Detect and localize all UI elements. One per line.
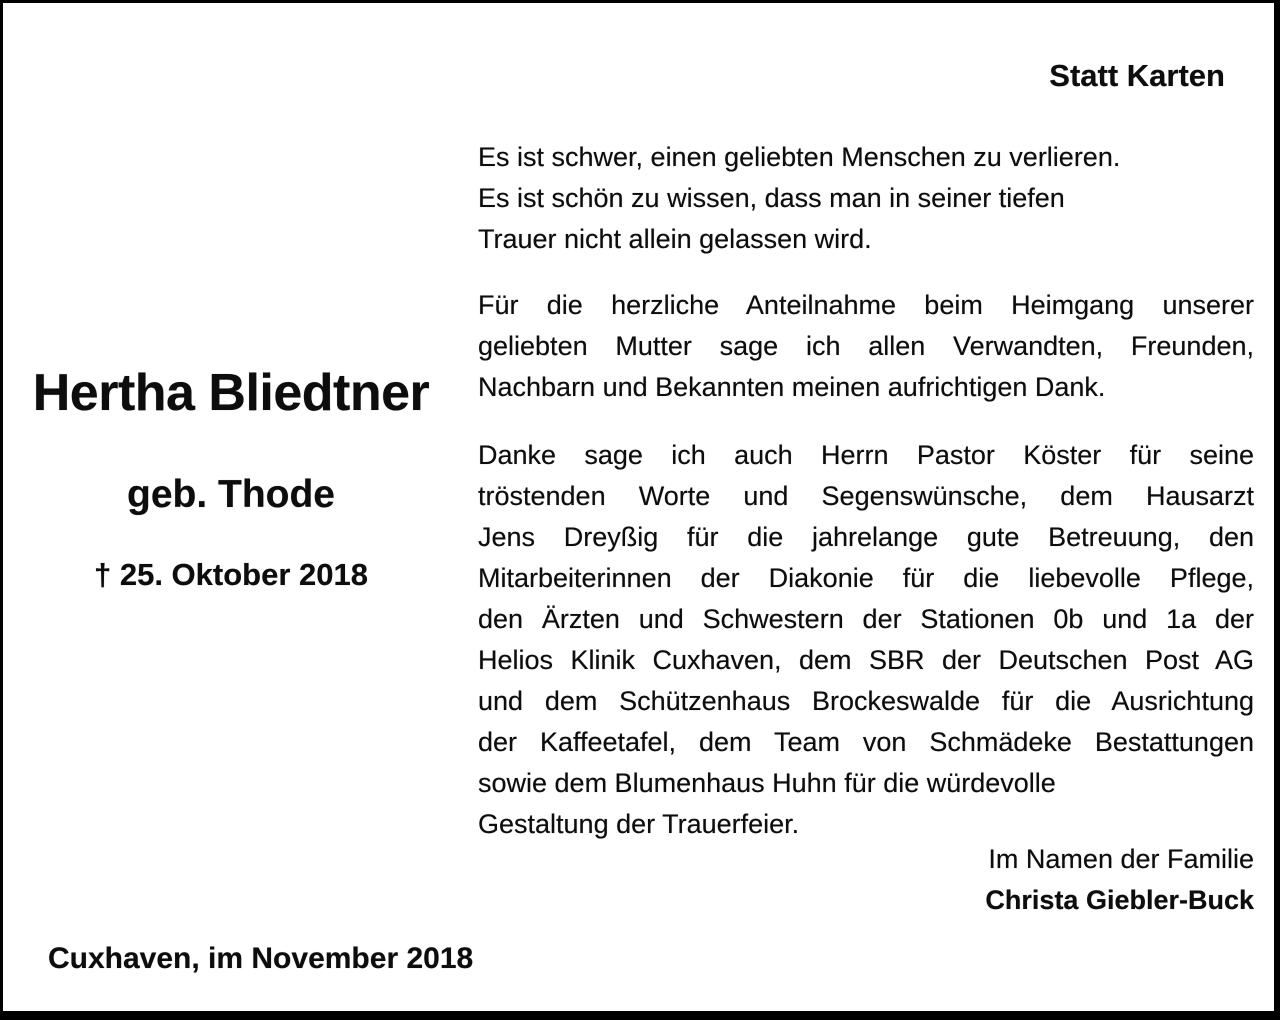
text-line: Mitarbeiterinnen der Diakonie für die liebevolle Pflege, <box>478 563 1254 593</box>
text-line: Danke sage ich auch Herrn Pastor Köster für seine <box>478 440 1254 470</box>
text-line: den Ärzten und Schwestern der Stationen 0b und 1a der <box>478 604 1254 634</box>
text-line: und dem Schützenhaus Brockeswalde für die Ausrichtung <box>478 686 1254 716</box>
text-line: tröstenden Worte und Segenswünsche, dem Hausarzt <box>478 481 1254 511</box>
deceased-birth-name: geb. Thode <box>127 473 335 516</box>
text-line: Jens Dreyßig für die jahrelange gute Betreuung, den <box>478 522 1254 552</box>
place-date: Cuxhaven, im November 2018 <box>48 942 474 975</box>
text-line: sowie dem Blumenhaus Huhn für die würdevolle <box>478 768 1056 798</box>
signature-signer-name: Christa Giebler-Buck <box>985 885 1254 915</box>
signature-block <box>478 839 1254 921</box>
text-line: Trauer nicht allein gelassen wird. <box>478 224 872 254</box>
text-line: Es ist schwer, einen geliebten Menschen zu verlieren. <box>478 142 1121 172</box>
text-line: Für die herzliche Anteilnahme beim Heimgang unserer <box>478 290 1254 320</box>
thanks-paragraph-2 <box>478 435 1254 845</box>
notice-body-column <box>478 137 1254 921</box>
deceased-name: Hertha Bliedtner <box>32 364 430 422</box>
signature-family-line: Im Namen der Familie <box>988 844 1254 874</box>
text-line: geliebten Mutter sage ich allen Verwandten, Freunden, <box>478 331 1254 361</box>
statt-karten-label: Statt Karten <box>1049 58 1225 93</box>
text-line: Nachbarn und Bekannten meinen aufrichtigen Dank. <box>478 372 1106 402</box>
death-date: † 25. Oktober 2018 <box>94 557 368 592</box>
text-line: Helios Klinik Cuxhaven, dem SBR der Deutschen Post AG <box>478 645 1254 675</box>
text-line: der Kaffeetafel, dem Team von Schmädeke Bestattungen <box>478 727 1254 757</box>
condolence-poem <box>478 137 1254 260</box>
text-line: Es ist schön zu wissen, dass man in seiner tiefen <box>478 183 1065 213</box>
thanks-paragraph-1 <box>478 285 1254 408</box>
text-line: Gestaltung der Trauerfeier. <box>478 809 800 839</box>
